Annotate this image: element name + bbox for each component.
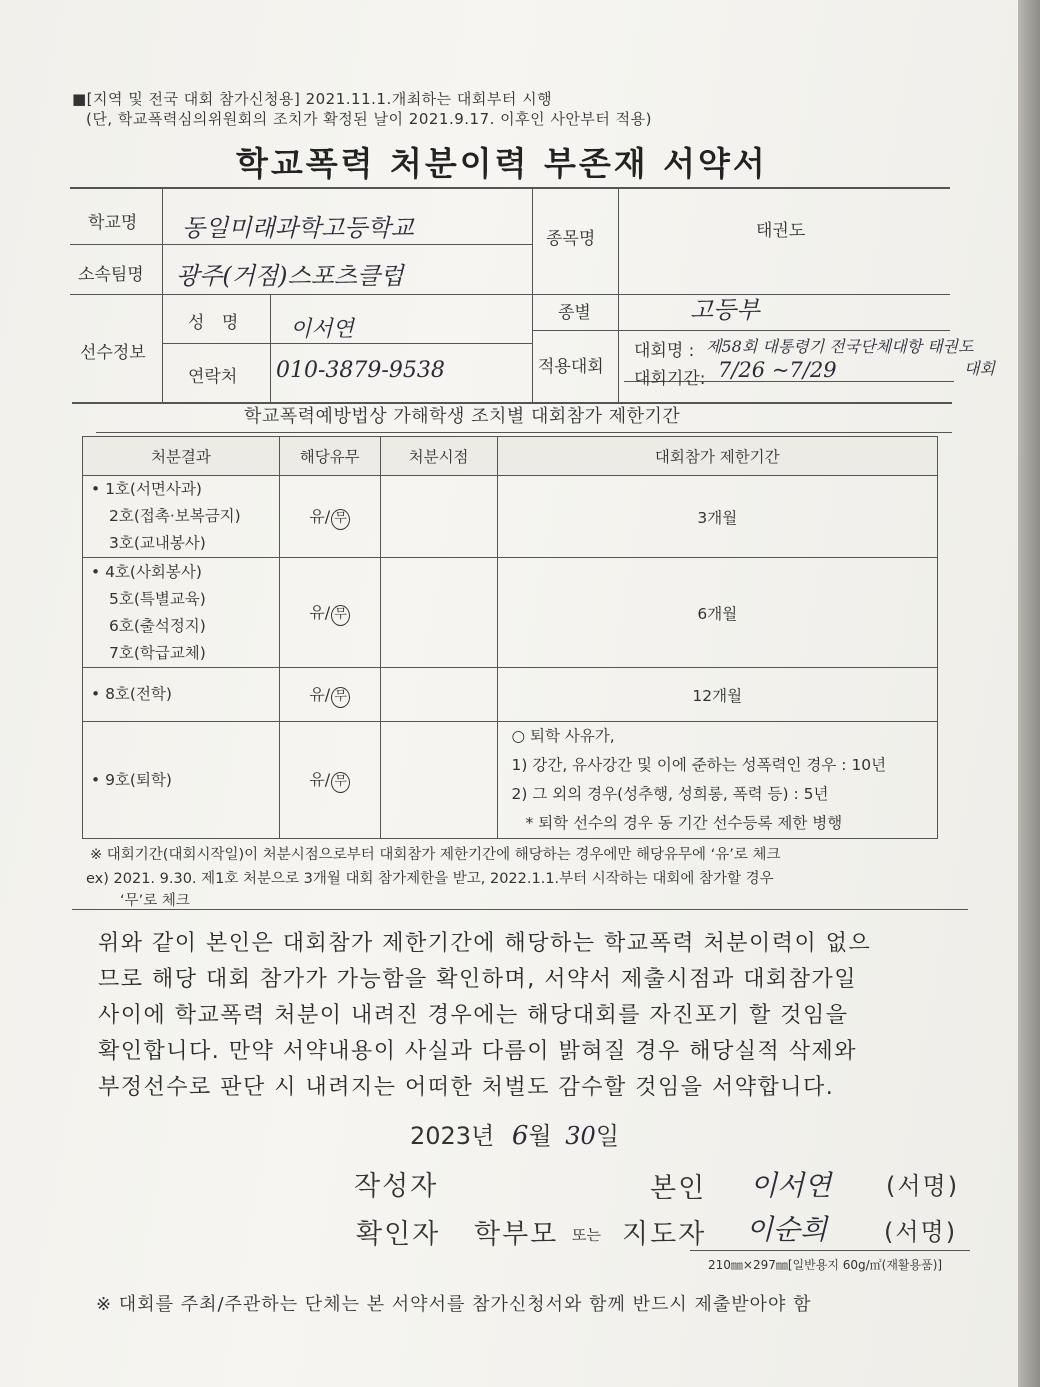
pledge-line: 확인합니다. 만약 서약내용이 사실과 다름이 밝혀질 경우 해당실적 삭제와 [98,1039,858,1064]
period-cell: 12개월 [497,668,937,722]
team-label: 소속팀명 [78,265,144,285]
applicable-checkbox[interactable] [279,722,380,839]
disposition-cell [83,668,280,722]
info-divider [532,330,950,331]
table-row [83,668,938,722]
parent-label: 학부모 [474,1219,559,1250]
date-day-unit: 일 [595,1122,620,1150]
info-top-border [70,187,950,189]
yn-prefix: 유/ [309,770,331,789]
disposition-time-cell[interactable] [380,558,497,668]
header-time: 처분시점 [380,437,497,476]
name-value: 이서연 [290,317,354,342]
notice-line-1: ■[지역 및 전국 대회 참가신청용] 2021.11.1.개최하는 대회부터 시행 [72,90,553,108]
selected-no-mark: 무 [331,509,350,530]
expulsion-rule: * 퇴학 선수의 경우 동 기간 선수등록 제한 병행 [525,814,843,832]
or-label: 또는 [572,1226,601,1244]
info-divider [162,188,163,402]
period-cell [497,722,937,839]
selected-no-mark: 무 [331,687,350,708]
date-line [410,1116,619,1151]
yn-prefix: 유/ [309,506,331,526]
yn-prefix: 유/ [309,684,331,704]
disposition-item: • 4호(사회봉사) [91,562,202,581]
confirmer-label: 확인자 [356,1219,441,1250]
event-value: 태권도 [756,221,806,241]
info-divider [618,188,619,402]
notes-rule [72,909,968,910]
expulsion-rule: 1) 강간, 유사강간 및 이에 준하는 성폭력인 경우 : 10년 [511,756,887,774]
paper-spec: 210㎜×297㎜[일반용지 60g/㎡(재활용품)] [708,1258,943,1272]
footer-notice: ※ 대회를 주최/주관하는 단체는 본 서약서를 참가신청서와 함께 반드시 제출받아야 함 [96,1294,812,1315]
info-divider [70,294,950,295]
disposition-item: 5호(특별교육) [109,589,206,608]
division-value: 고등부 [690,296,760,324]
applicable-checkbox[interactable] [279,476,380,558]
pledge-line: 므로 해당 대회 참가가 가능함을 확인하며, 서약서 제출시점과 대회참가일 [98,967,858,992]
event-label: 종목명 [546,229,596,249]
competition-name-value: 제58회 대통령기 전국단체대항 태권도 [706,337,974,356]
header-period: 대회참가 제한기간 [497,437,937,476]
applicable-checkbox[interactable] [279,558,380,668]
table-row [83,722,938,839]
disposition-item: • 8호(전학) [91,685,172,703]
disposition-table [82,436,938,839]
period-cell: 3개월 [497,476,937,558]
disposition-item: • 9호(퇴학) [91,770,172,789]
table-heading-rule [96,432,952,433]
expulsion-rule: ○ 퇴학 사유가, [511,727,615,745]
player-info-label: 선수정보 [80,343,146,363]
document-title: 학교폭력 처분이력 부존재 서약서 [236,144,768,183]
yn-prefix: 유/ [309,602,331,622]
disposition-cell [83,476,280,558]
disposition-time-cell[interactable] [380,476,497,558]
date-year: 2023년 [410,1122,495,1150]
disposition-item: 7호(학급교체) [109,643,206,662]
pledge-line: 사이에 학교폭력 처분이 내려진 경우에는 해당대회를 자진포기 할 것임을 [98,1003,849,1028]
background-surface [1018,0,1040,1387]
competition-name-value-2: 대회 [964,359,995,378]
table-row [83,558,938,668]
note-1: ※ 대회기간(대회시작일)이 처분시점으로부터 대회참가 제한기간에 해당하는 경우에만 해당유무에 ‘유’로 체크 [90,847,781,863]
division-label: 종별 [558,303,591,323]
coach-label: 지도자 [622,1219,707,1250]
competition-name-label: 대회명 : [634,341,695,361]
competition-period-label: 대회기간: [634,369,706,389]
pledge-line: 부정선수로 판단 시 내려지는 어떠한 처벌도 감수할 것임을 서약합니다. [98,1075,835,1100]
table-heading: 학교폭력예방법상 가해학생 조치별 대회참가 제한기간 [244,406,681,427]
competition-label: 적용대회 [538,357,604,377]
date-month: 6 [511,1121,529,1151]
header-applicable: 해당유무 [279,437,380,476]
pledge-line: 위와 같이 본인은 대회참가 제한기간에 해당하는 학교폭력 처분이력이 없으 [98,931,872,956]
disposition-item: 6호(출석정지) [109,616,206,635]
disposition-item: 2호(접촉·보복금지) [109,507,241,525]
note-2: ex) 2021. 9.30. 제1호 처분으로 3개월 대회 참가제한을 받고, 2022.1.1.부터 시작하는 대회에 참가할 경우 [86,871,774,887]
name-label: 성 명 [188,313,245,333]
date-day: 30 [565,1122,596,1150]
header-result: 처분결과 [83,437,280,476]
disposition-time-cell[interactable] [380,668,497,722]
team-value: 광주(거점)스포츠클럽 [176,262,404,290]
note-3: ‘무’로 체크 [120,893,190,909]
competition-period-value: 7/26 ~7/29 [718,358,837,382]
date-month-unit: 월 [528,1122,552,1150]
info-divider [532,188,533,402]
confirmer-name: 이순희 [746,1213,828,1246]
applicable-checkbox[interactable] [279,668,380,722]
selected-no-mark: 무 [331,772,350,793]
disposition-cell [83,558,280,668]
disposition-cell [83,722,280,839]
self-signature[interactable]: (서명) [886,1172,960,1200]
expulsion-rule: 2) 그 외의 경우(성추행, 성희롱, 폭력 등) : 5년 [511,785,829,803]
school-value: 동일미래과학고등학교 [182,214,414,242]
period-cell: 6개월 [497,558,937,668]
school-label: 학교명 [88,213,138,233]
info-divider [162,343,532,344]
paper-spec-rule [690,1250,970,1251]
table-row [83,476,938,558]
self-label: 본인 [650,1173,707,1204]
disposition-item: 3호(교내봉사) [109,534,206,552]
info-divider [70,244,532,245]
disposition-time-cell[interactable] [380,722,497,839]
info-divider [270,295,271,402]
contact-value: 010-3879-9538 [276,358,445,383]
confirmer-signature[interactable]: (서명) [884,1218,958,1246]
selected-no-mark: 무 [331,605,350,626]
self-name: 이서연 [750,1169,832,1202]
contact-label: 연락처 [188,367,238,387]
writer-label: 작성자 [354,1171,439,1202]
table-header-row [83,437,938,476]
notice-line-2: (단, 학교폭력심의위원회의 조치가 확정된 날이 2021.9.17. 이후인 사안부터 적용) [86,110,652,128]
disposition-item: • 1호(서면사과) [91,480,202,498]
